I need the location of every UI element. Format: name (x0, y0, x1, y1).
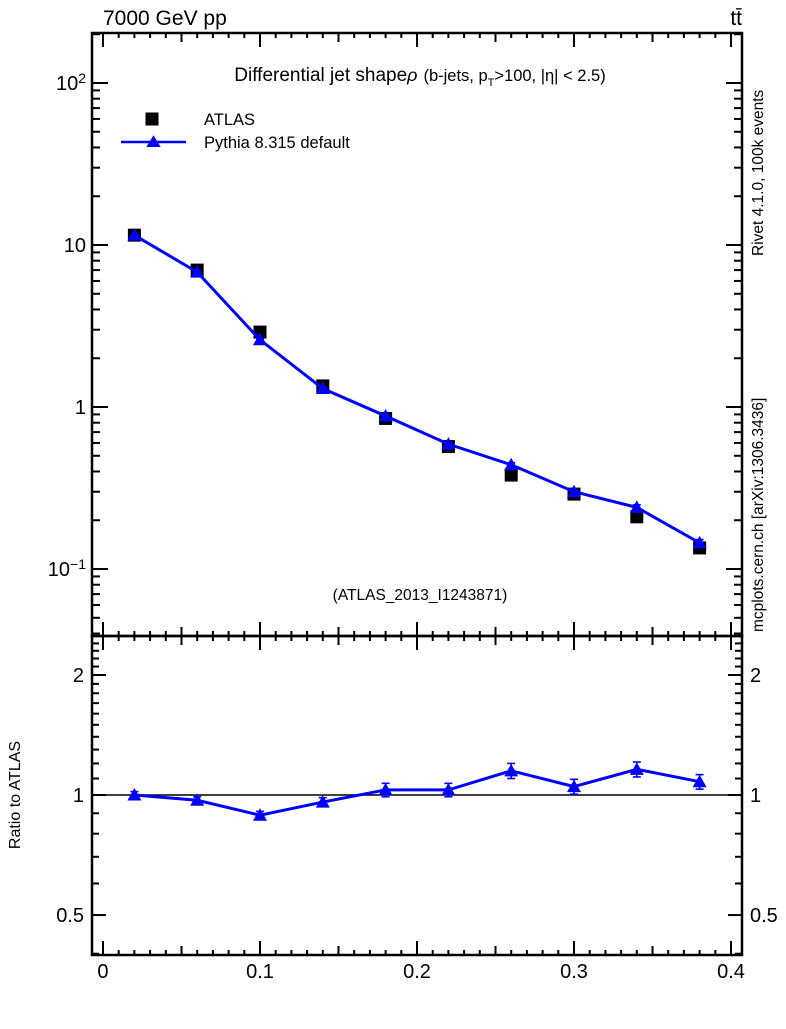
ratio-marker (504, 764, 518, 777)
legend-atlas-marker (146, 113, 159, 126)
y-tick-label: $10^{-1}$ (47, 556, 86, 582)
analysis-watermark: (ATLAS_2013_I1243871) (332, 587, 508, 604)
atlas-marker (505, 469, 518, 482)
pythia-line (134, 235, 699, 543)
legend (121, 111, 350, 152)
x-tick-label: 0.1 (246, 961, 274, 983)
x-tick-label: 0.4 (717, 961, 745, 983)
plot-title: Differential jet shapeρ (b-jets, $p_T>100$, |η| < 2.5) (234, 65, 606, 89)
main-plot-frame (92, 33, 742, 636)
process-label: tt̄ (730, 7, 742, 30)
ratio-y-tick-label: 2 (750, 664, 762, 687)
y-tick-label: $10^2$ (55, 69, 86, 95)
ratio-y-tick-label: 0.5 (750, 905, 778, 928)
mcplots-credit-label: mcplots.cern.ch [arXiv:1306.3436] (750, 397, 767, 632)
ratio-marker (630, 762, 644, 775)
ratio-y-tick-label: 1 (72, 785, 84, 808)
legend-atlas-label: ATLAS (204, 111, 256, 129)
y-tick-label: 1 (74, 397, 86, 420)
data-layer (92, 228, 742, 821)
x-tick-label: 0.2 (403, 961, 431, 983)
ratio-line (134, 769, 699, 815)
x-tick-label: 0 (97, 961, 109, 983)
ratio-y-tick-label: 0.5 (56, 905, 84, 928)
rivet-version-label: Rivet 4.1.0, 100k events (750, 89, 767, 256)
x-tick-label: 0.3 (560, 961, 588, 983)
legend-pythia-label: Pythia 8.315 default (204, 134, 350, 152)
ratio-y-axis-label: Ratio to ATLAS (7, 740, 24, 850)
axes-layer (48, 33, 778, 983)
ratio-y-tick-label: 1 (750, 785, 762, 808)
y-tick-label: 10 (63, 235, 86, 258)
ratio-y-tick-label: 2 (72, 664, 84, 687)
beam-energy-label: 7000 GeV pp (103, 7, 227, 30)
